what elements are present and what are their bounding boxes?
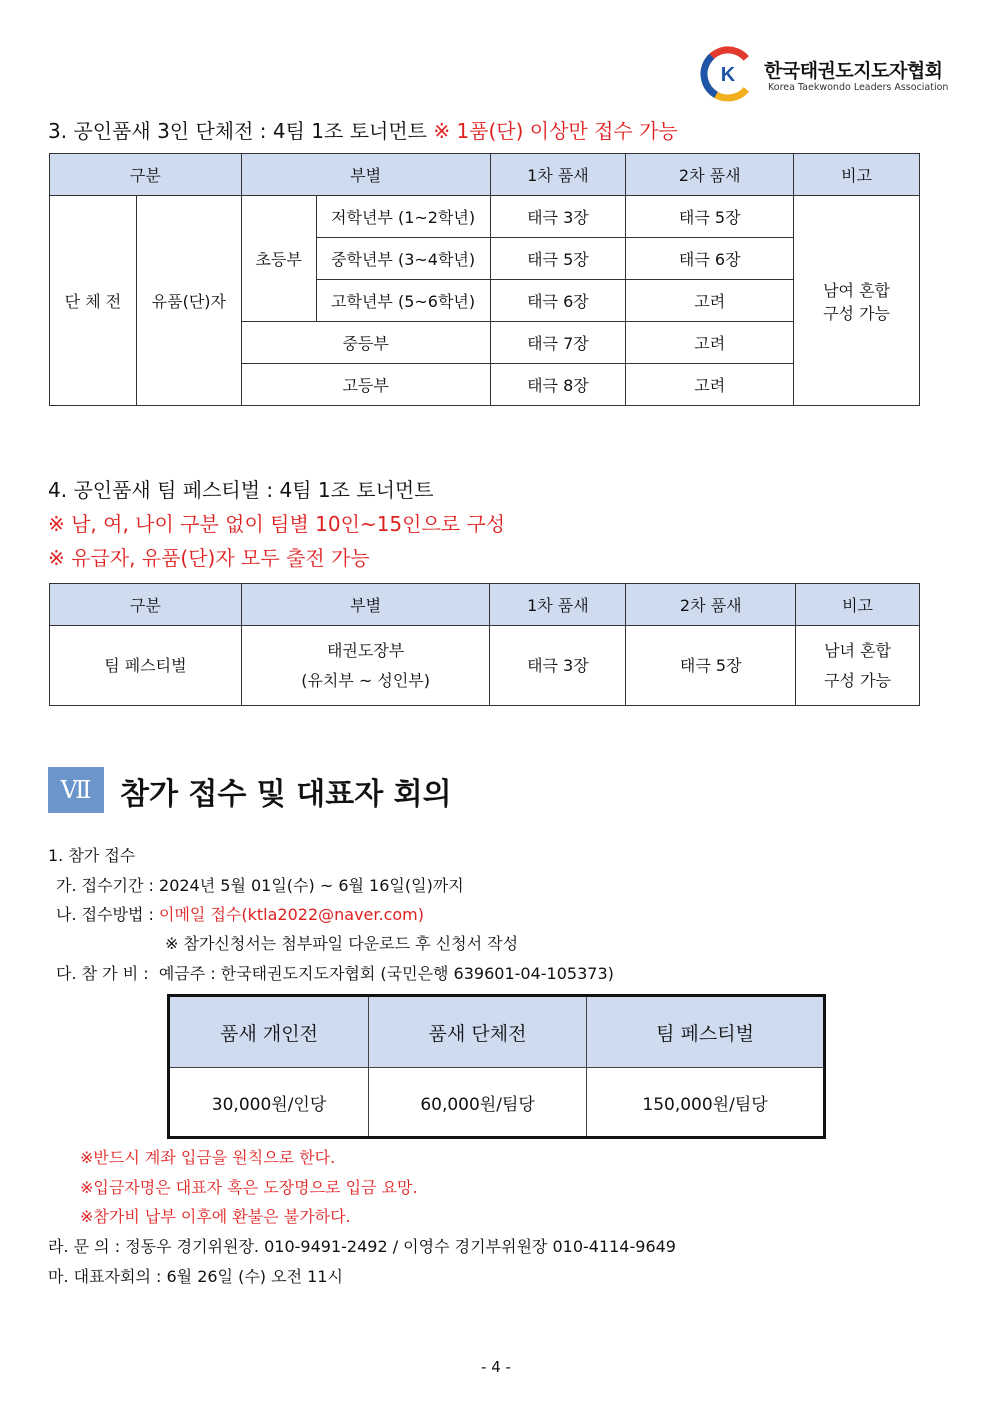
contact-info: 라. 문 의 : 정동우 경기위원장. 010-9491-2492 / 이영수 경기부위원장 010-4114-9649 <box>48 1237 676 1256</box>
first-poomsae-cell: 태극 5장 <box>490 238 626 280</box>
header-division: 부별 <box>241 154 490 196</box>
second-poomsae-cell: 태극 6장 <box>626 238 794 280</box>
registration-heading: 1. 참가 접수 <box>48 846 136 865</box>
logo-name-english: Korea Taekwondo Leaders Association <box>768 82 949 93</box>
division-cell: 중학년부 (3~4학년) <box>316 238 490 280</box>
entry-fee-table <box>167 994 826 1139</box>
first-poomsae-cell: 태극 3장 <box>490 626 626 706</box>
registration-fee: 다. 참 가 비 : 예금주 : 한국태권도지도자협회 (국민은행 639601-04-105373) <box>56 964 614 983</box>
second-poomsae-cell: 태극 5장 <box>626 626 796 706</box>
first-poomsae-cell: 태극 8장 <box>490 364 626 406</box>
first-poomsae-cell: 태극 7장 <box>490 322 626 364</box>
fee-value-team: 60,000원/팀당 <box>369 1068 587 1138</box>
section4-title: 4. 공인품새 팀 페스티벌 : 4팀 1조 토너먼트 <box>48 478 434 502</box>
division-cell: 태권도장부 (유치부 ~ 성인부) <box>241 626 490 706</box>
logo-name-korean: 한국태권도지도자협회 <box>764 60 943 82</box>
elementary-cell: 초등부 <box>241 196 316 322</box>
chapter-title: 참가 접수 및 대표자 회의 <box>120 777 452 812</box>
section4-note-2: ※ 유급자, 유품(단)자 모두 출전 가능 <box>48 546 370 570</box>
team-poomsae-table <box>49 153 920 406</box>
first-poomsae-cell: 태극 6장 <box>490 280 626 322</box>
table-header-row <box>50 154 920 196</box>
table-row <box>50 196 920 238</box>
table-header-row <box>50 584 920 626</box>
svg-text:K: K <box>720 64 736 86</box>
fee-value-festival: 150,000원/팀당 <box>587 1068 825 1138</box>
section4-note-1: ※ 남, 여, 나이 구분 없이 팀별 10인~15인으로 구성 <box>48 512 506 536</box>
payment-note-1: ※반드시 계좌 입금을 원칙으로 한다. <box>80 1148 336 1167</box>
second-poomsae-cell: 고려 <box>626 280 794 322</box>
first-poomsae-cell: 태극 3장 <box>490 196 626 238</box>
page-number: - 4 - <box>481 1358 511 1376</box>
category-cell: 단 체 전 <box>50 196 137 406</box>
remark-cell: 남여 혼합 구성 가능 <box>794 196 920 406</box>
payment-note-2: ※입금자명은 대표자 혹은 도장명으로 입금 요망. <box>80 1178 418 1197</box>
header-category: 구분 <box>50 584 242 626</box>
registration-method: 나. 접수방법 : 이메일 접수(ktla2022@naver.com) <box>56 905 424 924</box>
header-first-poomsae: 1차 품새 <box>490 154 626 196</box>
section3-title: 3. 공인품새 3인 단체전 : 4팀 1조 토너먼트 ※ 1품(단) 이상만 접수 가능 <box>48 119 678 143</box>
division-cell: 저학년부 (1~2학년) <box>316 196 490 238</box>
header-second-poomsae: 2차 품새 <box>626 154 794 196</box>
logo-emblem-icon <box>700 46 756 102</box>
table-row <box>169 1068 825 1138</box>
registration-method-note: ※ 참가신청서는 첨부파일 다운로드 후 신청서 작성 <box>165 934 519 953</box>
division-cell: 고학년부 (5~6학년) <box>316 280 490 322</box>
chapter-numeral: Ⅶ <box>48 767 104 813</box>
fee-header-team: 품새 단체전 <box>369 996 587 1068</box>
fee-header-individual: 품새 개인전 <box>169 996 369 1068</box>
registration-email: 이메일 접수(ktla2022@naver.com) <box>159 905 424 924</box>
registration-period: 가. 접수기간 : 2024년 5월 01일(수) ~ 6월 16일(일)까지 <box>56 876 464 895</box>
category-cell: 팀 페스티벌 <box>50 626 242 706</box>
header-category: 구분 <box>50 154 242 196</box>
second-poomsae-cell: 고려 <box>626 322 794 364</box>
subcategory-cell: 유품(단)자 <box>136 196 241 406</box>
header-remark: 비고 <box>794 154 920 196</box>
header-remark: 비고 <box>796 584 920 626</box>
team-festival-table <box>49 583 920 706</box>
table-header-row <box>169 996 825 1068</box>
meeting-info: 마. 대표자회의 : 6월 26일 (수) 오전 11시 <box>48 1267 343 1286</box>
division-cell: 고등부 <box>241 364 490 406</box>
payment-note-3: ※참가비 납부 이후에 환불은 불가하다. <box>80 1207 351 1226</box>
header-second-poomsae: 2차 품새 <box>626 584 796 626</box>
section3-note: ※ 1품(단) 이상만 접수 가능 <box>433 119 678 143</box>
fee-value-individual: 30,000원/인당 <box>169 1068 369 1138</box>
association-logo <box>700 46 960 106</box>
header-division: 부별 <box>241 584 490 626</box>
header-first-poomsae: 1차 품새 <box>490 584 626 626</box>
second-poomsae-cell: 고려 <box>626 364 794 406</box>
second-poomsae-cell: 태극 5장 <box>626 196 794 238</box>
division-cell: 중등부 <box>241 322 490 364</box>
table-row <box>50 626 920 706</box>
remark-cell: 남녀 혼합 구성 가능 <box>796 626 920 706</box>
fee-header-festival: 팀 페스티벌 <box>587 996 825 1068</box>
